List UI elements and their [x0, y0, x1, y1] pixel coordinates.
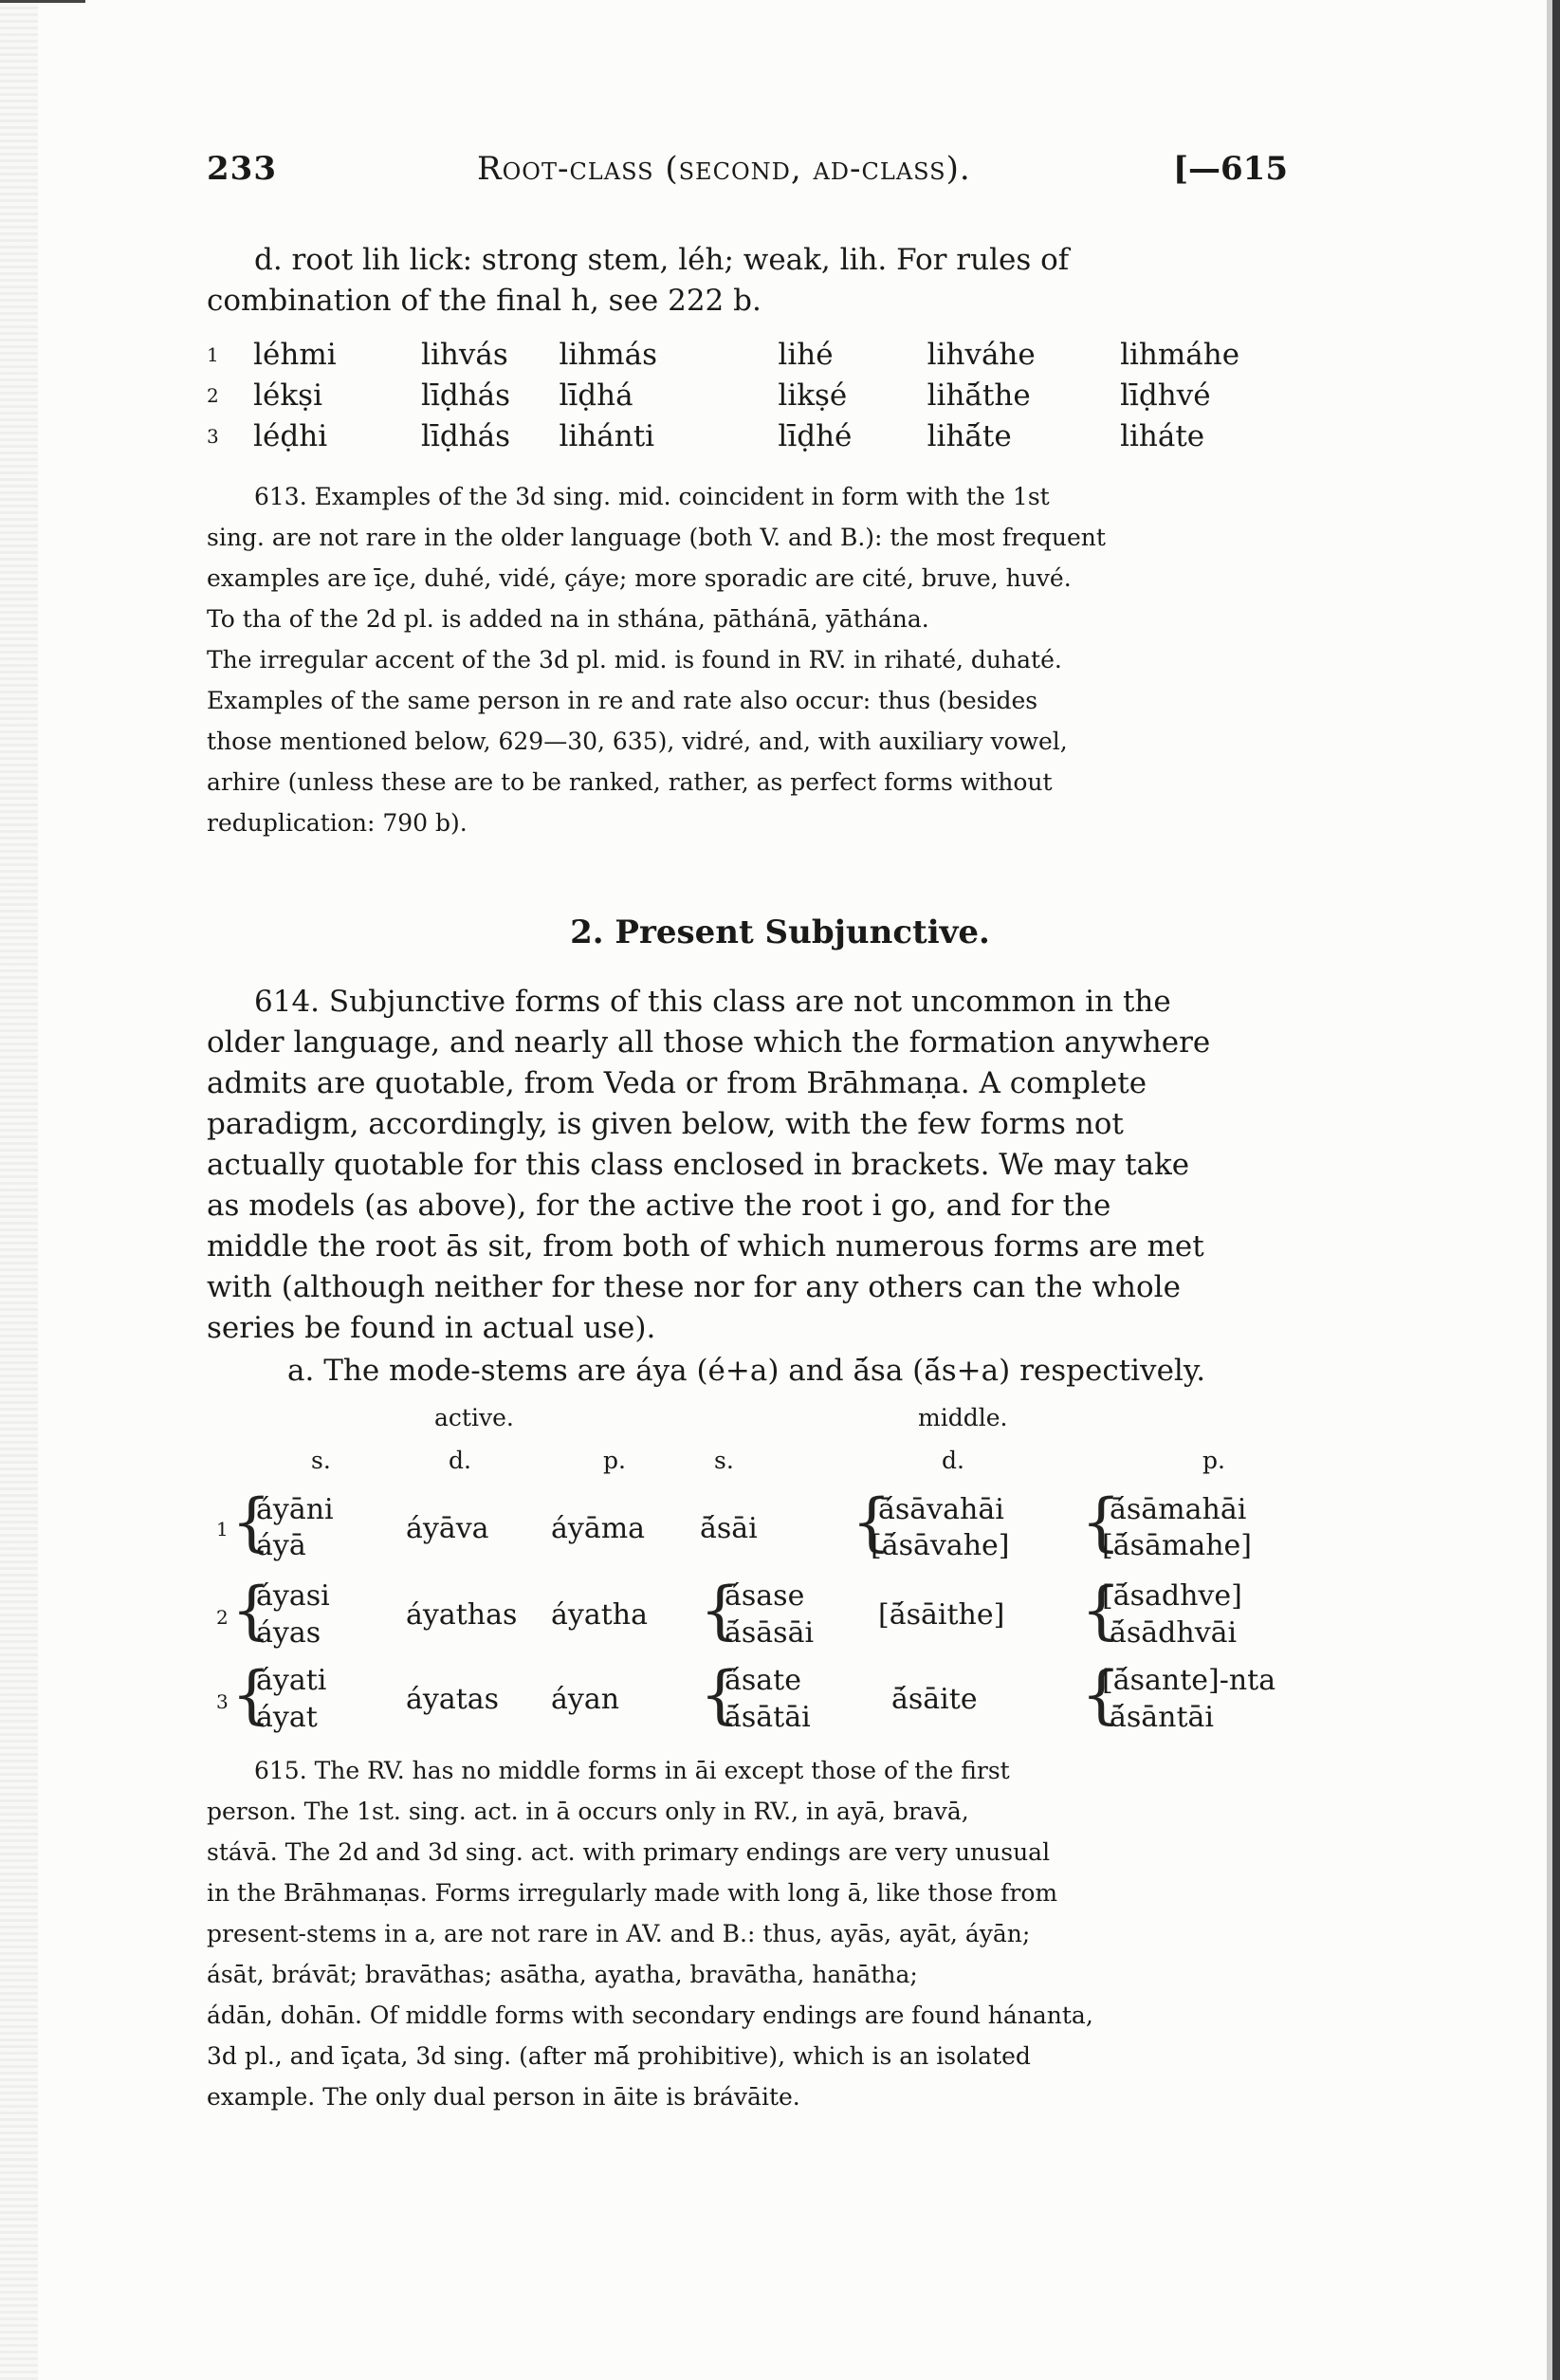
- person-number: 3: [207, 425, 219, 448]
- subj-cell: áyāma: [551, 1512, 646, 1545]
- p615-line: 3d pl., and īçata, 3d sing. (after mā́ prohibitive), which is an isolated: [207, 2042, 1031, 2070]
- lih-paradigm-table: [207, 335, 1283, 457]
- p613-line: sing. are not rare in the older language (both V. and B.): the most frequent: [207, 524, 1106, 551]
- p614-line: paradigm, accordingly, is given below, with the few forms not: [207, 1107, 1124, 1141]
- p614-line: series be found in actual use).: [207, 1311, 656, 1345]
- p615-line: stávā. The 2d and 3d sing. act. with primary endings are very unusual: [207, 1838, 1051, 1866]
- paradigm-cell: lihvás: [421, 338, 508, 372]
- p614-line: actually quotable for this class enclosed in brackets. We may take: [207, 1148, 1190, 1182]
- subj-cell: áyasi: [256, 1579, 330, 1613]
- person-number: 1: [216, 1518, 229, 1541]
- paradigm-cell: lihánti: [559, 419, 655, 453]
- p614-line: as models (as above), for the active the root i go, and for the: [207, 1189, 1111, 1223]
- brace: {: [231, 1485, 271, 1559]
- p614-line: older language, and nearly all those which the formation anywhere: [207, 1025, 1211, 1060]
- subj-cell: [ā́sāmahe]: [1102, 1529, 1252, 1562]
- subj-cell: áyāva: [406, 1512, 489, 1545]
- paradigm-cell: līḍhás: [421, 378, 511, 413]
- paragraph-614: [207, 982, 1283, 1392]
- subj-cell: áyatas: [406, 1683, 500, 1716]
- p615-line: in the Brāhmaṇas. Forms irregularly made with long ā, like those from: [207, 1879, 1058, 1907]
- subj-cell: ā́sādhvāi: [1110, 1616, 1238, 1650]
- p613-line: arhire (unless these are to be ranked, rather, as perfect forms without: [207, 768, 1053, 796]
- paradigm-cell: liháte: [1120, 419, 1205, 453]
- intro-line-2: combination of the final h, see 222 b.: [207, 284, 762, 318]
- subj-cell: ā́sate: [725, 1664, 801, 1697]
- p614-sub-a: a. The mode-stems are áya (é+a) and ā́sa (ā́s+a) respectively.: [287, 1354, 1206, 1388]
- intro-line-1: d. root lih lick: strong stem, léh; weak, lih. For rules of: [254, 243, 1070, 277]
- person-number: 3: [216, 1690, 229, 1713]
- paradigm-cell: līḍhá: [559, 378, 633, 413]
- right-page-edge: [1552, 0, 1560, 2380]
- paradigm-cell: līḍhás: [421, 419, 511, 453]
- paradigm-row: [207, 376, 1283, 416]
- subj-cell: ā́sāntāi: [1110, 1701, 1215, 1734]
- paradigm-cell: lihā́te: [927, 419, 1012, 453]
- page-number: 233: [207, 150, 277, 188]
- subj-cell: ā́sāi: [700, 1512, 758, 1545]
- subj-cell: [ā́sadhve]: [1102, 1579, 1242, 1613]
- paradigm-cell: léhmi: [253, 338, 337, 372]
- subj-cell: áyā: [256, 1529, 306, 1562]
- subj-cell: áyāni: [256, 1493, 334, 1526]
- paragraph-613: [207, 476, 1283, 843]
- col-header: s.: [714, 1447, 734, 1474]
- col-header: p.: [1202, 1447, 1225, 1474]
- paradigm-cell: lihā́the: [927, 378, 1031, 413]
- p613-line: Examples of the same person in re and rate also occur: thus (besides: [207, 687, 1038, 714]
- p615-line: 615. The RV. has no middle forms in āi except those of the first: [254, 1757, 1010, 1784]
- p613-line: reduplication: 790 b).: [207, 809, 468, 837]
- paradigm-cell: lihmás: [559, 338, 658, 372]
- p614-line: admits are quotable, from Veda or from Brāhmaṇa. A complete: [207, 1066, 1147, 1100]
- p613-line: examples are īçe, duhé, vidé, çáye; more sporadic are cité, bruve, huvé.: [207, 564, 1072, 592]
- paradigm-cell: lihváhe: [927, 338, 1036, 372]
- p615-line: example. The only dual person in āite is brávāite.: [207, 2083, 800, 2111]
- brace: {: [700, 1574, 740, 1647]
- person-number: 2: [207, 384, 219, 407]
- p614-line: 614. Subjunctive forms of this class are not uncommon in the: [254, 985, 1171, 1019]
- brace: {: [1081, 1574, 1121, 1647]
- paradigm-cell: léḍhi: [253, 419, 328, 453]
- brace: {: [231, 1574, 271, 1647]
- subj-cell: áyathas: [406, 1598, 518, 1632]
- subj-cell: áyat: [256, 1701, 318, 1734]
- left-margin-speckle: [0, 0, 38, 2380]
- subj-cell: áyan: [551, 1683, 620, 1716]
- paragraph-615: [207, 1750, 1283, 2117]
- middle-label: middle.: [918, 1404, 1008, 1431]
- top-edge-mark: [0, 0, 85, 3]
- running-title: Root-class (second, ad-class).: [477, 150, 971, 188]
- subj-cell: áyatha: [551, 1598, 648, 1632]
- intro-paragraph: [207, 240, 1283, 322]
- brace: {: [1081, 1485, 1121, 1559]
- subjunctive-paradigm-table: [207, 1404, 1307, 1745]
- col-header: s.: [311, 1447, 331, 1474]
- p613-line: those mentioned below, 629—30, 635), vidré, and, with auxiliary vowel,: [207, 728, 1068, 755]
- paradigm-row: [207, 416, 1283, 457]
- p614-line: middle the root ās sit, from both of which numerous forms are met: [207, 1229, 1204, 1264]
- paradigm-cell: lékṣi: [253, 378, 323, 413]
- brace: {: [700, 1658, 740, 1731]
- p615-line: ásāt, brávāt; bravāthas; asātha, ayatha, bravātha, hanātha;: [207, 1961, 918, 1988]
- active-label: active.: [434, 1404, 514, 1431]
- p614-line: with (although neither for these nor for any others can the whole: [207, 1270, 1181, 1304]
- paradigm-cell: līḍhvé: [1120, 378, 1211, 413]
- section-reference: [—615: [1172, 150, 1288, 188]
- person-number: 1: [207, 343, 219, 366]
- subj-cell: áyas: [256, 1616, 321, 1650]
- subj-cell: ā́sāsāi: [725, 1616, 815, 1650]
- person-number: 2: [216, 1606, 229, 1629]
- p615-line: present-stems in a, are not rare in AV. and B.: thus, ayās, ayāt, áyān;: [207, 1920, 1031, 1947]
- subj-cell: áyati: [256, 1664, 327, 1697]
- brace: {: [231, 1658, 271, 1731]
- col-header: d.: [449, 1447, 471, 1474]
- paradigm-cell: līḍhé: [778, 419, 853, 453]
- p615-line: ádān, dohān. Of middle forms with secondary endings are found hánanta,: [207, 2002, 1093, 2029]
- subj-cell: ā́sāvahāi: [878, 1493, 1004, 1526]
- brace: {: [852, 1485, 891, 1559]
- subj-cell: [ā́sāithe]: [878, 1598, 1005, 1632]
- paradigm-row: [207, 335, 1283, 376]
- subj-cell: [ā́sante]-nta: [1102, 1664, 1276, 1697]
- col-header: p.: [603, 1447, 626, 1474]
- paradigm-cell: lihmáhe: [1120, 338, 1240, 372]
- p613-line: To tha of the 2d pl. is added na in sthána, pāthánā, yāthána.: [207, 605, 929, 633]
- subj-cell: ā́sāite: [891, 1683, 978, 1716]
- paradigm-cell: lihé: [778, 338, 834, 372]
- subj-cell: ā́sase: [725, 1579, 805, 1613]
- p615-line: person. The 1st. sing. act. in ā occurs only in RV., in ayā, bravā,: [207, 1798, 969, 1825]
- brace: {: [1081, 1658, 1121, 1731]
- col-header: d.: [942, 1447, 964, 1474]
- p613-line: The irregular accent of the 3d pl. mid. is found in RV. in rihaté, duhaté.: [207, 646, 1062, 673]
- subj-cell: [ā́sāvahe]: [871, 1529, 1010, 1562]
- p613-line: 613. Examples of the 3d sing. mid. coincident in form with the 1st: [254, 483, 1050, 510]
- subj-cell: ā́sāmahāi: [1110, 1493, 1247, 1526]
- section-heading: 2. Present Subjunctive.: [570, 913, 990, 951]
- running-header: [207, 150, 1288, 197]
- paradigm-cell: likṣé: [778, 378, 848, 413]
- subj-cell: ā́sātāi: [725, 1701, 811, 1734]
